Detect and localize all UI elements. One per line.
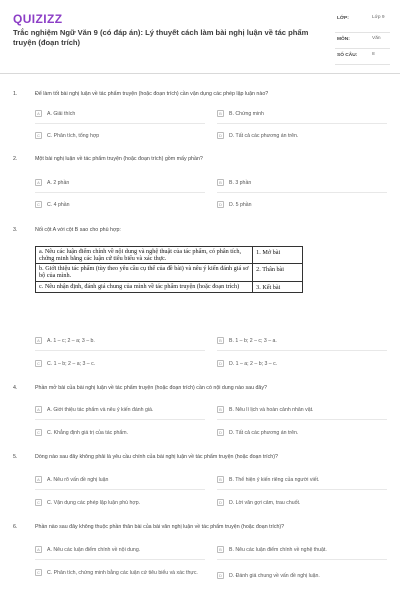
divider (35, 559, 205, 560)
matching-row (36, 247, 303, 264)
option-letter-box: C (35, 499, 42, 506)
divider (217, 192, 387, 193)
option-letter-box: A (35, 546, 42, 553)
question-number: 2. (13, 156, 18, 162)
divider (35, 123, 205, 124)
quizizz-logo: QUIZIZZ (13, 12, 63, 26)
column-b-cell: 3. Kết bài (253, 281, 303, 292)
meta-subject-label: MÔN: (337, 37, 350, 42)
divider (35, 419, 205, 420)
option-letter-box: C (35, 569, 42, 576)
option-letter-box: C (35, 429, 42, 436)
divider (217, 419, 387, 420)
divider (217, 489, 387, 490)
worksheet-header (0, 0, 400, 74)
column-a-cell: c. Nêu nhận định, đánh giá chung của mình về tác phẩm truyện (hoặc đoạn trích) (36, 281, 253, 292)
option-letter-box: A (35, 179, 42, 186)
option-letter-box: D (217, 360, 224, 367)
column-a-cell: a. Nêu các luận điểm chính về nội dung và nghệ thuật của tác phẩm, có phân tích, chứng minh bằng các luận cứ tiêu biểu và xác thực. (36, 247, 253, 264)
meta-class-value: Lớp 9 (372, 15, 385, 20)
question-text: Nối cột A với cột B sao cho phù hợp: (35, 227, 121, 233)
question-number: 6. (13, 524, 18, 530)
question-3 (13, 226, 391, 238)
meta-subject (335, 34, 390, 49)
option-letter-box: C (35, 201, 42, 208)
option-letter-box: A (35, 337, 42, 344)
option-letter-box: B (217, 179, 224, 186)
option-letter-box: B (217, 110, 224, 117)
matching-row (36, 281, 303, 292)
option-letter-box: D (217, 429, 224, 436)
option-letter-box: D (217, 499, 224, 506)
meta-class-label: LỚP: (337, 16, 349, 21)
option-letter-box: C (35, 360, 42, 367)
divider (35, 350, 205, 351)
question-number: 4. (13, 385, 18, 391)
worksheet-meta (335, 13, 390, 66)
question-6 (13, 523, 391, 535)
question-text: Để làm tốt bài nghị luận về tác phẩm truyện (hoặc đoạn trích) cần vận dụng các phép lập luận nào? (35, 91, 269, 97)
column-a-cell: b. Giới thiệu tác phẩm (tùy theo yêu cầu cụ thể của đề bài) và nêu ý kiến đánh giá sơ bộ của mình. (36, 264, 253, 281)
divider (217, 350, 387, 351)
option-letter-box: D (217, 201, 224, 208)
meta-count (335, 50, 390, 65)
meta-class (335, 13, 390, 33)
question-text: Phần nào sau đây không thuộc phần thân bài của bài văn nghị luận về tác phẩm truyện (hoặc đoạn trích)? (35, 524, 285, 530)
option-letter-box: D (217, 132, 224, 139)
worksheet-title: Trắc nghiệm Ngữ Văn 9 (có đáp án): Lý thuyết cách làm bài nghị luận về tác phẩm truyện (đoạn trích) (13, 28, 309, 48)
meta-count-label: SỐ CÂU: (337, 53, 358, 58)
option-letter-box: A (35, 110, 42, 117)
question-text: Dòng nào sau đây không phải là yêu cầu chính của bài nghị luận về tác phẩm truyện (hoặc đoạn trích)? (35, 454, 278, 460)
question-4 (13, 384, 391, 396)
question-5 (13, 453, 391, 465)
option-letter-box: A (35, 406, 42, 413)
option-letter-box: B (217, 546, 224, 553)
question-2 (13, 155, 391, 167)
divider (217, 559, 387, 560)
question-text: Phần mở bài của bài nghị luận về tác phẩm truyện (hoặc đoạn trích) cần có nội dung nào sau đây? (35, 385, 267, 391)
divider (35, 192, 205, 193)
question-1 (13, 90, 391, 102)
question-number: 1. (13, 91, 18, 97)
meta-count-value: 8 (372, 52, 375, 57)
option-letter-box: C (35, 132, 42, 139)
meta-subject-value: Văn (372, 36, 381, 41)
matching-table (35, 246, 303, 293)
option-letter-box: B (217, 406, 224, 413)
divider (35, 489, 205, 490)
column-b-cell: 2. Thân bài (253, 264, 303, 281)
question-number: 5. (13, 454, 18, 460)
divider (217, 123, 387, 124)
option-letter-box: B (217, 337, 224, 344)
question-number: 3. (13, 227, 18, 233)
matching-row (36, 264, 303, 281)
option-letter-box: A (35, 476, 42, 483)
question-text: Một bài nghị luận về tác phẩm truyện (hoặc đoạn trích) gồm mấy phần? (35, 156, 203, 162)
option-letter-box: D (217, 572, 224, 579)
option-letter-box: B (217, 476, 224, 483)
column-b-cell: 1. Mở bài (253, 247, 303, 264)
